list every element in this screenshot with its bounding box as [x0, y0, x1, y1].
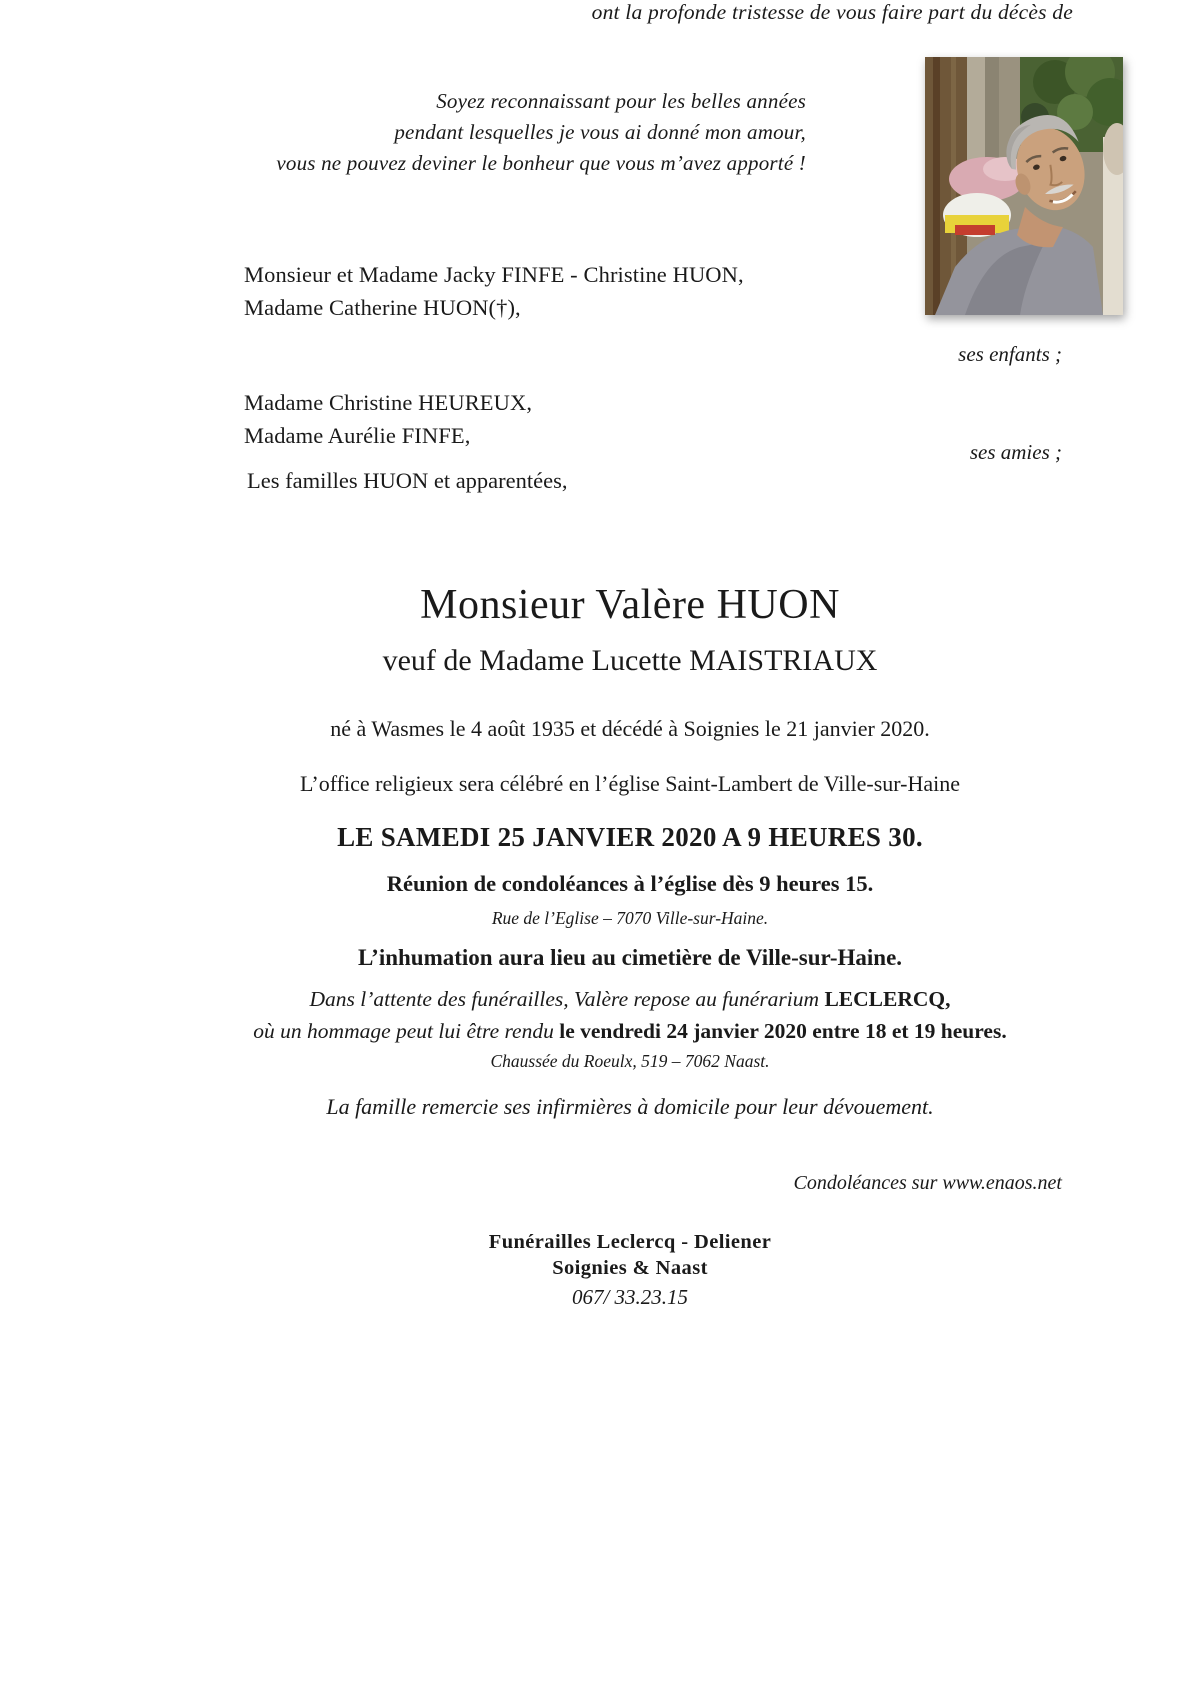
relation-text: ses amies ; [969, 440, 1062, 464]
relation-text: ses enfants ; [958, 342, 1062, 366]
deceased-portrait-photo [925, 57, 1123, 315]
portrait-illustration [925, 57, 1123, 315]
announcement-intro: ont la profonde tristesse de vous faire part du décès de [591, 0, 1073, 24]
family-member-line: Madame Christine HEUREUX, [244, 390, 533, 415]
relation-label-friends [0, 440, 1062, 465]
funerarium-address: Chaussée du Roeulx, 519 – 7062 Naast. [490, 1051, 770, 1071]
funeral-home-cities: Soignies & Naast [552, 1257, 708, 1279]
relation-label-children [0, 342, 1062, 367]
visitation-datetime: le vendredi 24 janvier 2020 entre 18 et 19 heures. [559, 1019, 1007, 1043]
memorial-quote [0, 86, 806, 179]
birth-death-line: né à Wasmes le 4 août 1935 et décédé à Soignies le 21 janvier 2020. [330, 716, 930, 741]
funerarium-name: LECLERCQ, [824, 987, 951, 1011]
family-group-children [244, 258, 744, 324]
deceased-name: Monsieur Valère HUON [420, 582, 840, 628]
family-thanks-line: La famille remercie ses infirmières à domicile pour leur dévouement. [326, 1094, 934, 1119]
funerarium-line-2 [103, 1019, 1157, 1044]
family-member-line: Madame Catherine HUON(†), [244, 295, 521, 320]
church-address: Rue de l’Eglise – 7070 Ville-sur-Haine. [491, 908, 769, 928]
family-member-line: Monsieur et Madame Jacky FINFE - Christine HUON, [244, 262, 744, 287]
funeral-home-phone: 067/ 33.23.15 [571, 1285, 689, 1309]
online-condolences-line: Condoléances sur www.enaos.net [793, 1172, 1062, 1194]
quote-line-2: pendant lesquelles je vous ai donné mon amour, [394, 120, 806, 144]
funerarium-line-1-italic: Dans l’attente des funérailles, Valère repose au funérarium [309, 987, 825, 1011]
family-member-line: Madame Aurélie FINFE, [244, 423, 471, 448]
condolence-meeting-line: Réunion de condoléances à l’église dès 9 heures 15. [386, 871, 874, 896]
ceremony-date-line: LE SAMEDI 25 JANVIER 2020 A 9 HEURES 30. [337, 822, 923, 852]
religious-office-line: L’office religieux sera célébré en l’église Saint-Lambert de Ville-sur-Haine [300, 771, 960, 796]
quote-line-3: vous ne pouvez deviner le bonheur que vous m’avez apporté ! [276, 151, 806, 175]
funeral-home-name: Funérailles Leclercq - Deliener [488, 1231, 772, 1253]
quote-line-1: Soyez reconnaissant pour les belles années [436, 89, 806, 113]
funerarium-line-2-italic: où un hommage peut lui être rendu [253, 1019, 560, 1043]
widower-line: veuf de Madame Lucette MAISTRIAUX [382, 644, 878, 677]
extended-families-line: Les familles HUON et apparentées, [247, 468, 568, 493]
burial-line: L’inhumation aura lieu au cimetière de Ville-sur-Haine. [357, 945, 903, 970]
funerarium-line-1 [103, 987, 1157, 1012]
